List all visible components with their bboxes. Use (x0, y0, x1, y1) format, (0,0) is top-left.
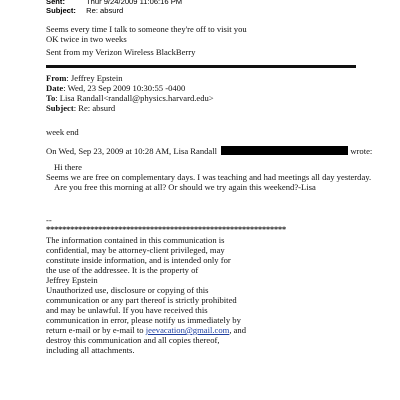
stars-line: ************************************************************ (46, 224, 286, 234)
sent-value: Thur 9/24/2009 11:06:16 PM (85, 0, 183, 6)
redaction-bar (221, 146, 348, 155)
date-label: Date (46, 83, 64, 93)
subject-label: Subject: (46, 6, 76, 15)
from-row (46, 73, 123, 83)
email-link[interactable]: jeevacation@gmail.com (145, 325, 230, 335)
reply-signature: Sent from my Verizon Wireless BlackBerry (46, 47, 196, 57)
disclaimer-line: including all attachments. (46, 345, 135, 355)
disclaimer-line: confidential, may be attorney-client privileged, may (46, 245, 225, 255)
reply-line-1: Seems every time I talk to someone they're off to visit you (46, 24, 247, 34)
date-value: : Wed, 23 Sep 2009 10:30:55 -0400 (63, 83, 186, 93)
to-value: : Lisa Randall<randall@physics.harvard.edu> (55, 93, 214, 103)
disclaimer-line: destroy this communication and all copies thereof, (46, 335, 220, 345)
to-row (46, 93, 214, 103)
separator-rule (46, 65, 356, 68)
subject-value: Re: absurd (86, 6, 124, 15)
disclaimer-line: constitute inside information, and is intended only for (46, 255, 231, 265)
from-label: From (46, 73, 67, 83)
on-wrote-suffix: wrote: (350, 146, 373, 156)
quoted-msg-2: Are you free this morning at all? Or should we try again this weekend?-Lisa (54, 182, 316, 192)
return-suffix: , and (229, 325, 247, 335)
reply-line-2: OK twice in two weeks (46, 34, 127, 44)
disclaimer-line: communication or any part thereof is strictly prohibited (46, 295, 237, 305)
disclaimer-line: and may be unlawful. If you have received this (46, 305, 208, 315)
disclaimer-line: Jeffrey Epstein (46, 275, 98, 285)
quoted-hi: Hi there (54, 162, 82, 172)
quoted-subject-value: : Re: absurd (73, 103, 116, 113)
sig-dashes: -- (46, 215, 52, 225)
quoted-subject-row (46, 103, 115, 113)
date-row (46, 83, 185, 93)
quoted-msg-1: Seems we are free on complementary days. I was teaching and had meetings all day yesterday. (46, 172, 372, 182)
from-value: : Jeffrey Epstein (66, 73, 123, 83)
disclaimer-line: Unauthorized use, disclosure or copying of this (46, 285, 209, 295)
quoted-subject-label: Subject (46, 103, 74, 113)
disclaimer-line: The information contained in this communication is (46, 235, 225, 245)
disclaimer-return-line (46, 325, 246, 335)
sent-label: Sent: (46, 0, 65, 6)
week-end-text: week end (46, 127, 79, 137)
to-label: To (46, 93, 56, 103)
on-wrote-line (46, 146, 372, 156)
return-prefix: return e-mail or by e-mail to (46, 325, 146, 335)
on-wrote-prefix: On Wed, Sep 23, 2009 at 10:28 AM, Lisa Randall (46, 146, 218, 156)
subject-row (46, 6, 123, 16)
disclaimer-line: communication in error, please notify us immediately by (46, 315, 241, 325)
disclaimer-line: the use of the addressee. It is the property of (46, 265, 199, 275)
